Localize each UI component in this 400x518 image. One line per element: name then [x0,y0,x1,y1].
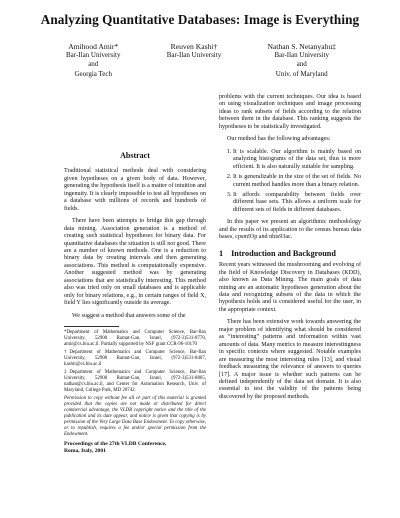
author-1 [66,42,120,79]
author-affiliation-and: and [296,60,307,69]
section-title: Introduction and Background [231,248,336,258]
abstract-paragraph-2: There have been attempts to bridge this gap through data mining. Association generation is a method of creating such statistical hypotheses for binary data. For quantitative databases the situation is still not good. There are a number of known methods. One is a reduction to binary data by creating intervals and then generating associations. This method is computationally expensive. Another suggested method was by generating associations that are statistically interesting. This method also was tried only on small databases and is applicable only for binary relations, e.g., in certain ranges of field X, field Y lies significantly outside its average. [64,218,206,307]
right-column [219,94,361,406]
author-name: Reuven Kashi† [170,42,218,51]
list-item: 3. It affords comparability between fields over different base sets. This allows a uniform scale for different sets of fields in different databases. [233,192,361,214]
author-name: Amihood Amir* [68,42,119,51]
author-affiliation: Bar-Ilan University [66,51,121,60]
author-affiliation: Bar-Ilan University [274,51,329,60]
abstract-paragraph-1: Traditional statistical methods deal with considering given hypotheses on a given body of data. However, generating the hypothesis itself is a matter of intuition and ingenuity. It is clearly impossible to test all hypotheses on a database with millions of records and hundreds of fields. [64,168,206,212]
footnote-2: †Department of Mathematics and Computer Science, Bar-Ilan University, 52900 Ramat-Gan, Israel, (972-3)531-8407, kashir@cs.biu.ac.il [64,350,206,368]
section-number: 1 [219,248,224,258]
abstract-heading: Abstract [120,151,150,160]
body-paragraph-1: problems with the current techniques. Our idea is based on using visualization techniques and image processing ideas to rank subsets of fields according to the relation between them in the database. This ranking suggests the hypotheses to be statistically investigated. [219,94,361,130]
section-heading [219,250,361,257]
intro-paragraph-1: Recent years witnessed the mushrooming and evolving of the field of Knowledge Discovery in Databases (KDD), also known as Data Mining. The main goals of data mining are an automatic hypotheses generation about the data and recognizing subsets of the data in which the hypothesis holds and is considered useful for the user, in the appropriate context. [219,262,361,313]
author-affiliation-2: Univ. of Maryland [275,69,328,78]
author-affiliation: Bar-Ilan University [166,51,222,60]
permission-notice: Permission to copy without fee all or part of this material is granted provided that the copies are not made or distributed for direct commercial advantage, the VLDB copyright notice and the title of the publication and its date appear, and notice is given that copying is by permission of the Very Large Data Base Endowment. To copy otherwise, or to republish, requires a fee and/or special permission from the Endowment. [64,396,206,438]
footnote-divider [64,326,119,327]
footnote-3: ‡Department of Mathematics and Computer Science, Bar-Ilan University, 52900 Ramat-Gan, Israel, (972-3)531-8865, nathan@cs.biu.ac.il, and Center for Automation Research, Univ. of Maryland, College Park, MD 20742. [64,370,206,394]
left-column [64,152,206,454]
intro-paragraph-2: There has been extensive work towards answering the major problem of identifying what should be considered as “interesting” patterns and information within vast amounts of data. Many metrics to measure interestingness in specific contexts where suggested. Notable examples are measuring the most interesting rules [13], and visual feedback measuring the relevance of answers to queries [17]. A major issue is whether such patterns can be defined independently of the data set domain. It is also essential to test the validity of the patterns being discovered by the proposed methods. [219,319,361,400]
author-affiliation-2: Georgia Tech [74,69,113,78]
proceedings-line-2: Roma, Italy, 2001 [64,447,106,454]
author-3 [267,42,336,79]
proceedings-line-1: Proceedings of the 27th VLDB Conference, [64,441,167,448]
author-block [66,42,336,79]
author-2 [167,42,221,79]
body-paragraph-2: Our method has the following advantages: [227,136,331,143]
body-paragraph-3: In this paper we present an algorithmic methodology and the results of its application to the census bureau data bases, cpsm93p and nhis93ac. [219,219,361,241]
author-affiliation-and: and [88,60,99,69]
footnote-1: *Department of Mathematics and Computer Science, Bar-Ilan University, 52900 Ramat-Gan, Israel, (972-3)531-8770, amir@cs.biu.ac.il. Partially supported by NSF grant CCR-96-10170 [64,330,206,348]
list-item: 2. It is generalizable in the size of the set of fields. No current method handles more than a binary relation. [233,174,361,189]
abstract-paragraph-3: We suggest a method that answers some of the [72,312,186,319]
author-name: Nathan S. Netanyahu‡ [267,42,336,51]
advantages-list [219,149,361,215]
list-item: 1. It is scalable. Our algorithm is mainly based on analyzing histograms of the data set, thus is more efficient. It is also naturally suitable for sampling. [233,149,361,171]
paper-title: Analyzing Quantitative Databases: Image is Everything [40,12,360,27]
